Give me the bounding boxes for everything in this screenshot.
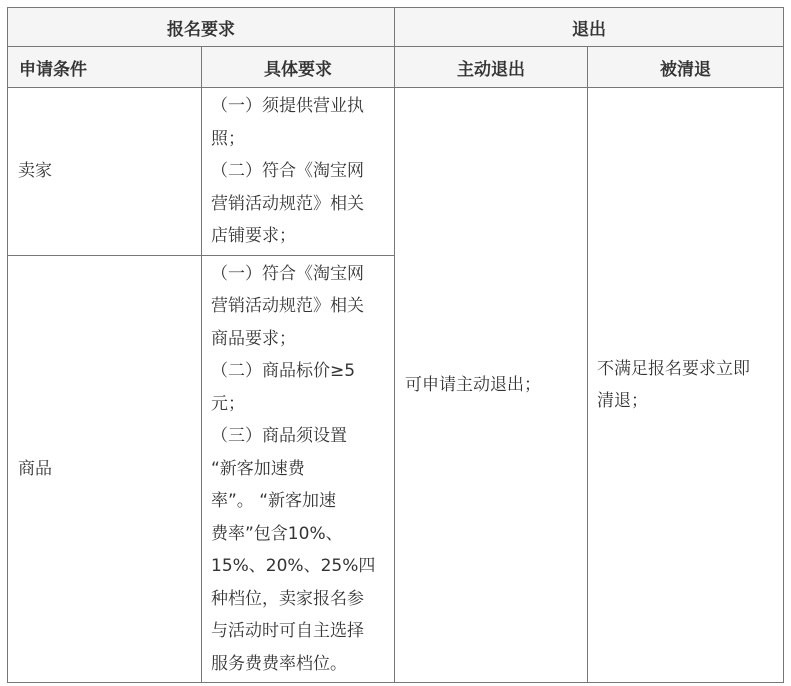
exit-header: 退出	[395, 8, 784, 47]
cleared-line: 清退；	[597, 391, 648, 411]
detail-line: 照；	[211, 128, 245, 149]
detail-line: 15%、20%、25%四	[211, 556, 376, 577]
detail-line: （一）须提供营业执	[211, 96, 364, 117]
detail-line: （二）符合《淘宝网	[211, 161, 364, 182]
cleared-line: 不满足报名要求立即	[597, 358, 750, 379]
detail-line: 费率”包含10%、	[211, 523, 343, 544]
cleared-header: 被清退	[588, 47, 784, 88]
header-row	[8, 8, 784, 47]
subheader-row	[8, 47, 784, 88]
requirements-table	[7, 7, 784, 683]
detail-line: “新客加速费	[211, 458, 305, 479]
detail-line: 种档位，卖家报名参	[211, 588, 364, 609]
detail-header: 具体要求	[202, 47, 395, 88]
table-row-seller	[8, 88, 784, 256]
detail-line: 营销活动规范》相关	[211, 296, 364, 317]
detail-line: （一）符合《淘宝网	[211, 263, 364, 284]
seller-label: 卖家	[8, 88, 202, 256]
detail-line: 营销活动规范》相关	[211, 193, 364, 214]
detail-line: 服务费费率档位。	[211, 653, 347, 674]
seller-detail	[202, 88, 395, 256]
detail-line: （三）商品须设置	[211, 426, 347, 447]
detail-line: 店铺要求；	[211, 226, 296, 247]
condition-header: 申请条件	[8, 47, 202, 88]
detail-line: 与活动时可自主选择	[211, 621, 364, 642]
detail-line: 元；	[211, 393, 245, 414]
detail-line: 率”。 “新客加速	[211, 491, 337, 512]
voluntary-exit-header: 主动退出	[395, 47, 588, 88]
cleared-cell	[588, 88, 784, 683]
signup-requirements-header: 报名要求	[8, 8, 395, 47]
goods-detail	[202, 256, 395, 683]
voluntary-exit-cell: 可申请主动退出；	[395, 88, 588, 683]
detail-line: 商品要求；	[211, 328, 296, 349]
detail-line: （二）商品标价≥5	[211, 361, 356, 382]
goods-label: 商品	[8, 256, 202, 683]
